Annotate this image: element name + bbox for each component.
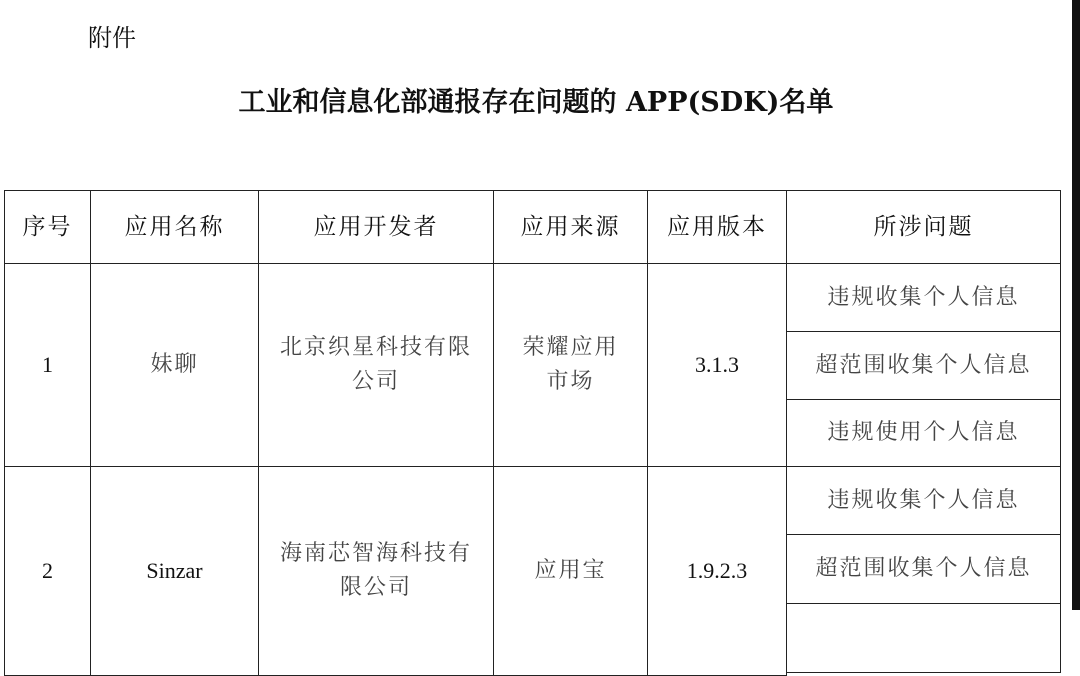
row-1-version: 3.1.3 <box>647 263 787 467</box>
header-cell-issues: 所涉问题 <box>786 190 1061 264</box>
row-2-issue-3 <box>786 603 1061 673</box>
row-1-issue-3: 违规使用个人信息 <box>786 399 1061 467</box>
row-2-issue-1: 违规收集个人信息 <box>786 466 1061 535</box>
row-2-version: 1.9.2.3 <box>647 466 787 676</box>
row-2-developer: 海南芯智海科技有限公司 <box>258 466 494 676</box>
page-title: 工业和信息化部通报存在问题的 APP(SDK)名单 <box>238 87 834 118</box>
row-2-source: 应用宝 <box>493 466 648 676</box>
header-cell-developer: 应用开发者 <box>258 190 494 264</box>
header-cell-source: 应用来源 <box>493 190 648 264</box>
row-2-issue-2: 超范围收集个人信息 <box>786 534 1061 604</box>
row-2-name: Sinzar <box>90 466 259 676</box>
row-2-no: 2 <box>4 466 91 676</box>
row-1-developer: 北京织星科技有限公司 <box>258 263 494 467</box>
row-1-source: 荣耀应用市场 <box>493 263 648 467</box>
attachment-label: 附件 <box>88 24 136 52</box>
header-cell-version: 应用版本 <box>647 190 787 264</box>
scan-edge <box>1072 0 1080 610</box>
header-cell-no: 序号 <box>4 190 91 264</box>
row-1-issue-2: 超范围收集个人信息 <box>786 331 1061 400</box>
header-cell-name: 应用名称 <box>90 190 259 264</box>
row-1-issue-1: 违规收集个人信息 <box>786 263 1061 332</box>
row-1-no: 1 <box>4 263 91 467</box>
row-1-name: 妹聊 <box>90 263 259 467</box>
